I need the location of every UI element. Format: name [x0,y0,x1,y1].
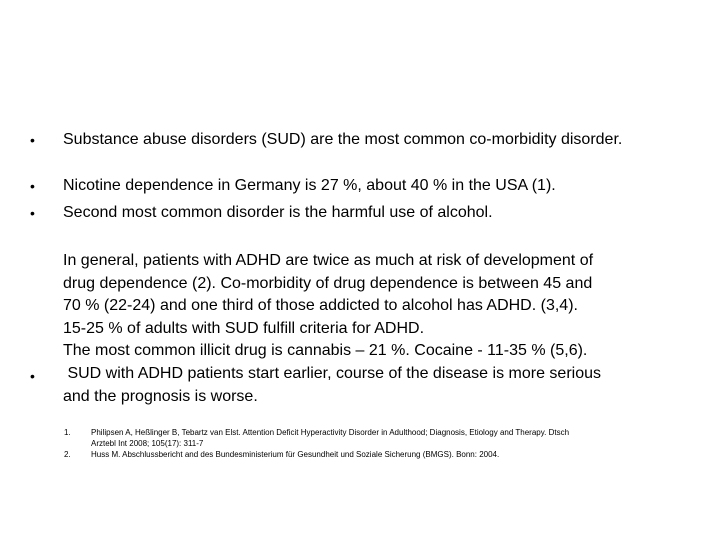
paragraph-line: 15-25 % of adults with SUD fulfill criteria for ADHD. [63,319,425,337]
reference-line: Arztebl Int 2008; 105(17): 311-7 [91,439,204,448]
bullet-marker: • [30,368,35,384]
reference-number: 1. [64,428,71,437]
bullet-text-line: and the prognosis is worse. [63,387,258,405]
reference-number: 2. [64,450,71,459]
paragraph-line: In general, patients with ADHD are twice as much at risk of development of [63,252,594,269]
bullet-text: Nicotine dependence in Germany is 27 %, about 40 % in the USA (1). [63,177,556,194]
bullet-marker: • [30,132,35,148]
bullet-marker: • [30,178,35,194]
paragraph [63,250,713,363]
paragraph-line: The most common illicit drug is cannabis – 21 %. Cocaine - 11-35 % (5,6). [63,342,588,360]
bullet-text-line: SUD with ADHD patients start earlier, course of the disease is more serious [63,365,601,382]
reference-line: Philipsen A, Heßlinger B, Tebartz van Elst. Attention Deficit Hyperactivity Disorder in Adulthood; Diagnosis, Etiology and Therapy. Dtsch [91,428,570,437]
reference-line: Huss M. Abschlussbericht and des Bundesministerium für Gesundheit und Soziale Sicherung (BMGS). Bonn: 2004. [91,450,500,459]
bullet-marker: • [30,205,35,221]
bullet-text: Second most common disorder is the harmful use of alcohol. [63,204,493,221]
paragraph-line: drug dependence (2). Co-morbidity of drug dependence is between 45 and [63,274,593,292]
bullet-text: Substance abuse disorders (SUD) are the most common co-morbidity disorder. [63,131,623,148]
paragraph-line: 70 % (22-24) and one third of those addicted to alcohol has ADHD. (3,4). [63,297,578,315]
